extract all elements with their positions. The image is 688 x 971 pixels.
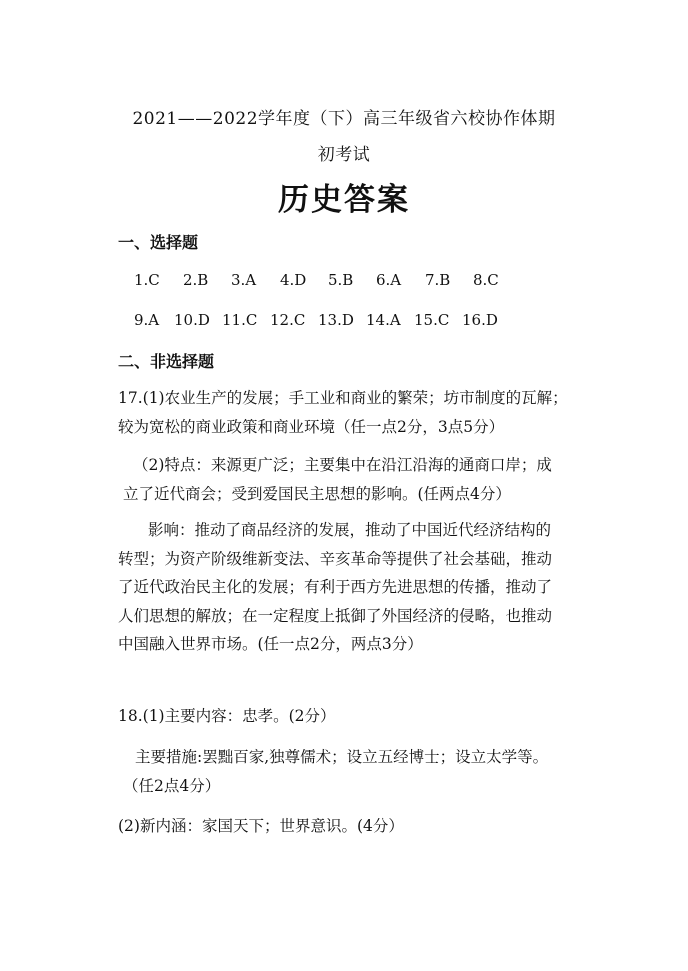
section-heading-choice: 一、选择题 (118, 233, 199, 252)
q18-part1-answer (118, 702, 336, 731)
answer-item: 14.A (366, 311, 401, 329)
answer-item: 13.D (318, 311, 354, 329)
text-line: 主要措施:罢黜百家,独尊儒术；设立五经博士；设立太学等。 (135, 748, 549, 766)
answer-item: 9.A (134, 311, 160, 329)
text-line: 18.(1)主要内容：忠孝。(2分） (118, 707, 336, 725)
text-line: 了近代政治民主化的发展；有利于西方先进思想的传播，推动了 (118, 578, 553, 596)
text-line: 中国融入世界市场。(任一点2分，两点3分） (118, 635, 423, 653)
text-line: （2)特点：来源更广泛；主要集中在沿江沿海的通商口岸；成 (133, 456, 552, 474)
answer-item: 1.C (134, 271, 160, 289)
answer-item: 15.C (414, 311, 450, 329)
answer-row-1 (134, 271, 521, 289)
answer-item: 3.A (231, 271, 257, 289)
answer-item: 5.B (328, 271, 354, 289)
answer-row-2 (134, 311, 510, 329)
answer-item: 6.A (376, 271, 402, 289)
answer-item: 16.D (462, 311, 498, 329)
text-line: 较为宽松的商业政策和商业环境（任一点2分，3点5分） (118, 417, 505, 436)
text-line: 人们思想的解放；在一定程度上抵御了外国经济的侵略，也推动 (118, 606, 553, 625)
text-line: 17.(1)农业生产的发展；手工业和商业的繁荣；坊市制度的瓦解； (118, 389, 568, 407)
answer-item: 10.D (174, 311, 210, 329)
answer-item: 4.D (280, 271, 307, 289)
q18-part2-answer (118, 812, 404, 841)
text-line: 影响：推动了商品经济的发展，推动了中国近代经济结构的 (148, 521, 552, 539)
section-heading-non-choice: 二、非选择题 (118, 352, 215, 371)
exam-title-line-1: 2021——2022学年度（下）高三年级省六校协作体期 (132, 109, 556, 129)
text-line: 转型；为资产阶级维新变法、辛亥革命等提供了社会基础，推动 (118, 549, 553, 568)
text-line: (2)新内涵：家国天下；世界意识。(4分） (118, 817, 404, 835)
answer-item: 8.C (473, 271, 499, 289)
text-line: 立了近代商会；受到爱国民主思想的影响。(任两点4分） (123, 484, 511, 503)
answer-item: 2.B (183, 271, 209, 289)
main-title: 历史答案 (278, 182, 410, 218)
answer-item: 12.C (270, 311, 306, 329)
text-line: （任2点4分） (123, 776, 221, 795)
answer-item: 11.C (222, 311, 258, 329)
exam-title-line-2: 初考试 (317, 145, 371, 165)
q17-part2-answer (123, 451, 552, 508)
q18-measures-answer (123, 743, 548, 800)
q17-part1-answer (118, 384, 568, 441)
q17-impact-answer (118, 516, 552, 659)
answer-item: 7.B (425, 271, 451, 289)
